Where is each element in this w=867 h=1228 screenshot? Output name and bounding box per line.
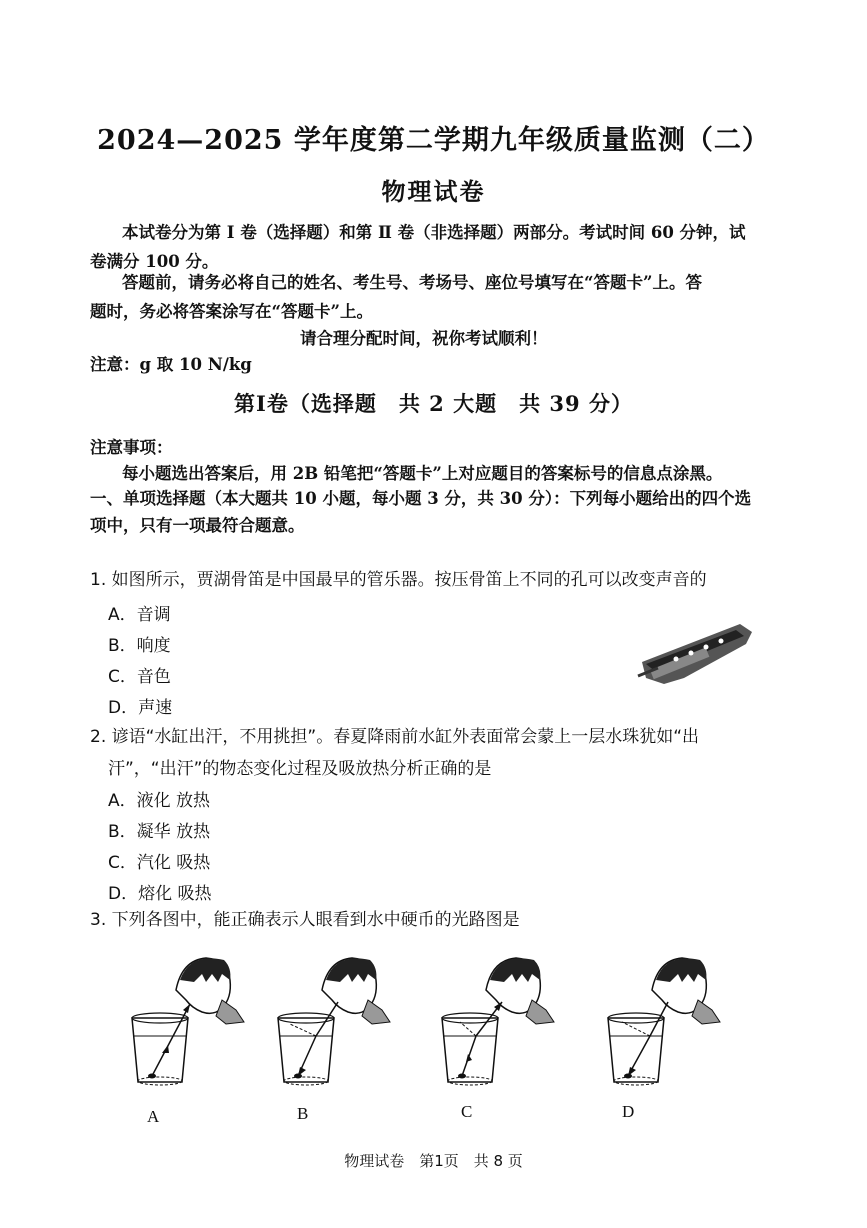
question-1-option-b: B．响度: [108, 636, 171, 656]
question-2-option-c: C．汽化 吸热: [108, 853, 211, 873]
light-path-figure-b: [270, 950, 410, 1090]
section-title: 第Ⅰ卷（选择题 共 2 大题 共 39 分）: [234, 391, 633, 416]
exam-subtitle: 物理试卷: [381, 177, 486, 206]
part-instruction-line-2: 项中，只有一项最符合题意。: [90, 516, 305, 535]
intro-line-3: 答题前，请务必将自己的姓名、考生号、考场号、座位号填写在“答题卡”上。答: [122, 273, 702, 292]
exam-title: 2024—2025 学年度第二学期九年级质量监测（二）: [97, 125, 770, 156]
light-path-figure-d: [600, 950, 740, 1090]
question-2-option-b: B．凝华 放热: [108, 822, 211, 842]
question-2-stem-line-2: 汗”，“出汗”的物态变化过程及吸放热分析正确的是: [108, 759, 492, 779]
notice-text: 每小题选出答案后，用 2B 铅笔把“答题卡”上对应题目的答案标号的信息点涂黑。: [122, 464, 723, 483]
figure-label-c: C: [461, 1102, 473, 1121]
question-3-stem: 3. 下列各图中，能正确表示人眼看到水中硬币的光路图是: [90, 910, 520, 930]
gravity-note: 注意：g 取 10 N/kg: [90, 355, 252, 374]
figure-label-d: D: [622, 1102, 635, 1121]
intro-line-4: 题时，务必将答案涂写在“答题卡”上。: [90, 302, 373, 321]
question-1-option-d: D．声速: [108, 698, 173, 718]
intro-line-1: 本试卷分为第 Ⅰ 卷（选择题）和第 Ⅱ 卷（非选择题）两部分。考试时间 60 分钟，试: [122, 223, 746, 242]
question-1-option-a: A．音调: [108, 605, 171, 625]
question-2-option-d: D．熔化 吸热: [108, 884, 212, 904]
question-1-stem: 1. 如图所示，贾湖骨笛是中国最早的管乐器。按压骨笛上不同的孔可以改变声音的: [90, 570, 707, 590]
intro-line-5: 请合理分配时间，祝你考试顺利！: [300, 329, 548, 348]
intro-line-2: 卷满分 100 分。: [90, 252, 219, 271]
part-instruction-line-1: 一、单项选择题（本大题共 10 小题，每小题 3 分，共 30 分）：下列每小题给出的四个选: [90, 489, 752, 508]
question-2-option-a: A．液化 放热: [108, 791, 211, 811]
question-2-stem-line-1: 2. 谚语“水缸出汗，不用挑担”。春夏降雨前水缸外表面常会蒙上一层水珠犹如“出: [90, 727, 700, 747]
figure-label-b: B: [297, 1104, 309, 1123]
notice-label: 注意事项：: [90, 438, 173, 457]
question-1-option-c: C．音色: [108, 667, 171, 687]
figure-label-a: A: [147, 1107, 160, 1126]
page-footer: 物理试卷 第1页 共 8 页: [344, 1152, 523, 1170]
light-path-figure-a: [124, 950, 264, 1090]
bone-flute-image: [636, 614, 756, 690]
light-path-figure-c: [434, 950, 574, 1090]
